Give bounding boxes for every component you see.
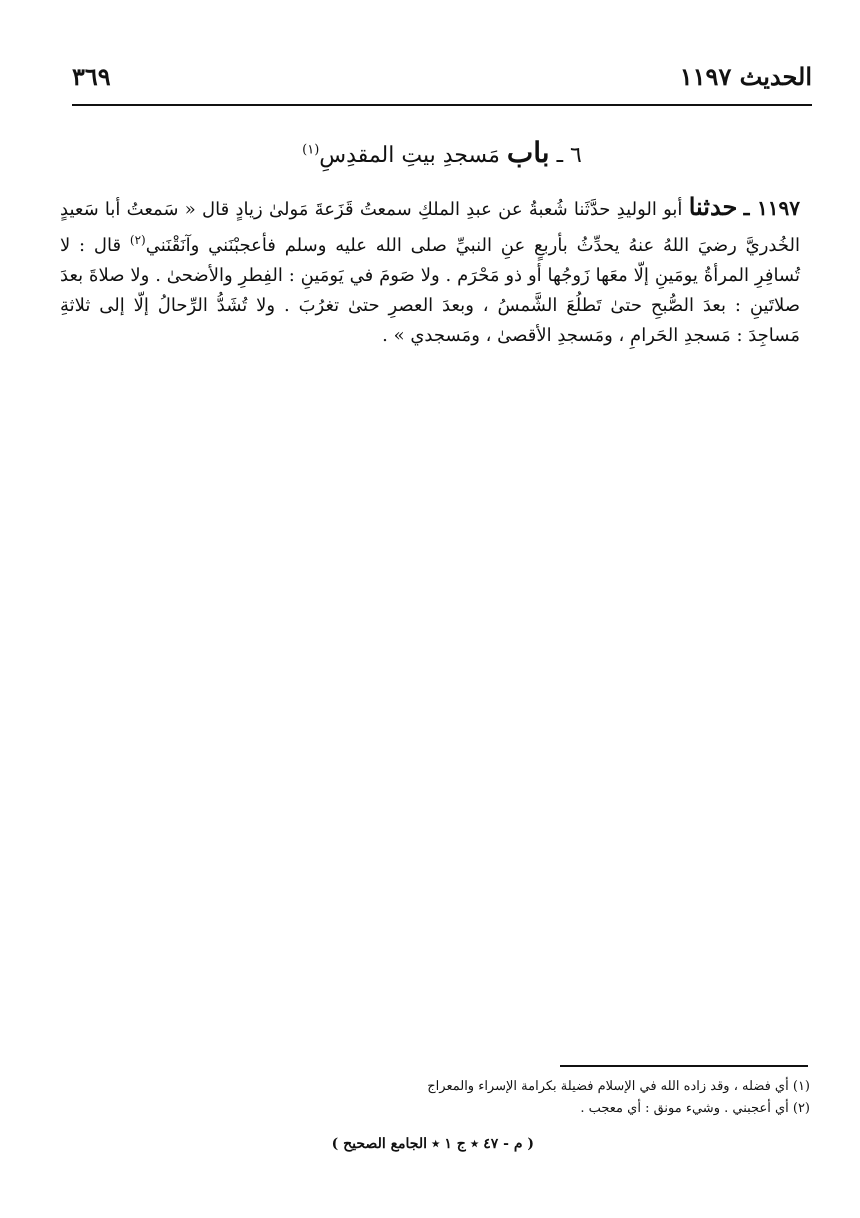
chapter-title-text: مَسجدِ بيتِ المقدِسِ	[319, 143, 500, 168]
running-header	[72, 62, 812, 98]
page-number: ٣٦٩	[72, 62, 111, 91]
hadith-number: ١١٩٧ ـ	[743, 196, 800, 220]
chapter-bab-word: باب	[506, 136, 550, 169]
running-header-title: الحديث ١١٩٧	[679, 62, 812, 91]
footnotes	[340, 1076, 810, 1120]
hadith-footnote-ref: (٢)	[129, 233, 146, 247]
hadith-text-part2: قال : لا تُسافِرِ المرأةُ يومَينِ إلّا معَها زَوجُها أو ذو مَحْرَم . ولا صَومَ في يَومَينِ : الفِطرِ والأضحىٰ . ولا صلاةَ بعدَ صلاتَينِ : بعدَ الصُّبحِ حتىٰ تَطلُعَ الشَّمسُ ، وبعدَ العصرِ حتىٰ تغرُبَ . ولا تُشَدُّ الرِّحالُ إلّا إلى ثلاثةِ مَساجِدَ : مَسجدِ الحَرامِ ، ومَسجدِ الأقصىٰ ، ومَسجدي » .	[60, 235, 800, 346]
printer-signature: ( م - ٤٧ ٭ ج ١ ٭ الجامع الصحيح )	[331, 1136, 534, 1152]
hadith-text-part1: أبو الوليدِ حدَّثَنا شُعبةُ عن عبدِ الملكِ سمعتُ قَزَعةَ مَولىٰ زيادٍ قال « سَمعتُ أبا سَعيدٍ الخُدريَّ رضيَ اللهُ عنهُ يحدِّثُ بأربعٍ عنِ النبيِّ صلى الله عليه وسلم فأعجبْنَني وآنَقْنَني	[60, 199, 800, 256]
chapter-footnote-ref: (١)	[302, 142, 320, 158]
hadith-text	[60, 192, 800, 351]
header-rule	[72, 104, 812, 106]
chapter-number: ٦ ـ	[556, 143, 582, 168]
chapter-heading	[72, 136, 812, 169]
footnote-1: (١) أي فضله ، وقد زاده الله في الإسلام فضيلة بكرامة الإسراء والمعراج	[427, 1079, 810, 1094]
footnote-2: (٢) أي أعجبني . وشيء مونق : أي معجب .	[580, 1101, 810, 1116]
footnote-rule	[560, 1065, 808, 1067]
hadith-opening-word: حدثنا	[688, 192, 738, 221]
